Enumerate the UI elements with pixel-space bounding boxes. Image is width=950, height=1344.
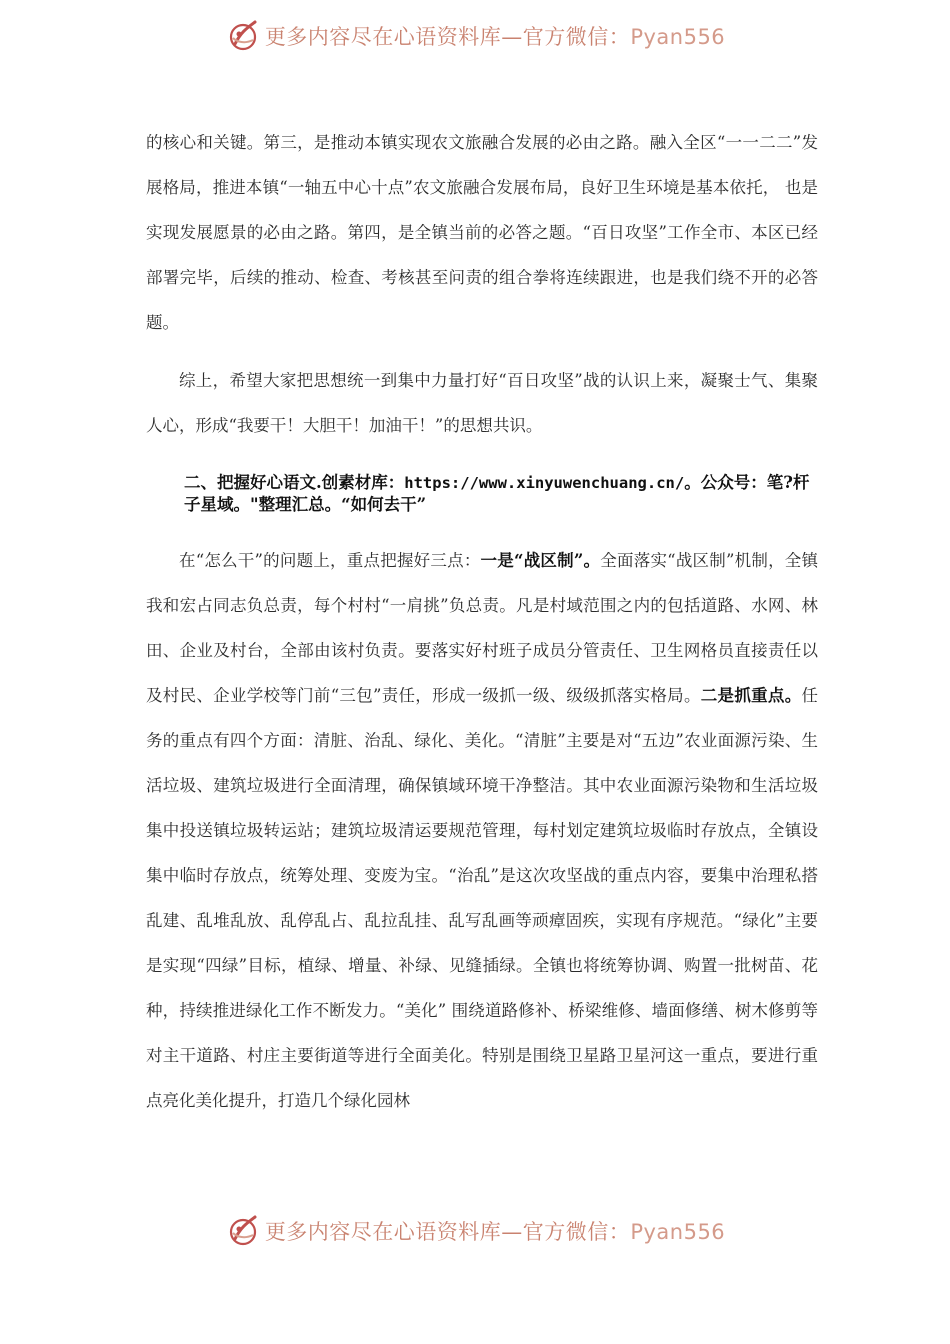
heading-text-a: 二、把握好心语文.创素材库：: [184, 473, 405, 492]
banner-text: 更多内容尽在心语资料库—官方微信：: [264, 1220, 631, 1244]
banner-handle: Pyan556: [630, 1220, 726, 1244]
p3-bold-1: 一是“战区制”。: [480, 551, 601, 570]
p3-text-c: 任务的重点有四个方面：清脏、治乱、绿化、美化。“清脏”主要是对“五边”农业面源污染、生活垃圾、建筑垃圾进行全面清理，确保镇域环境干净整洁。其中农业面源污染物和生活垃圾集中投送镇垃圾转运站；建筑垃圾清运要规范管理，每村划定建筑垃圾临时存放点，全镇设集中临时存放点，统筹处理、变废为宝。“治乱”是这次攻坚战的重点内容，要集中治理私搭乱建、乱堆乱放、乱停乱占、乱拉乱挂、乱写乱画等顽瘴固疾，实现有序规范。“绿化”主要是实现“四绿”目标，植绿、增量、补绿、见缝插绿。全镇也将统筹协调、购置一批树苗、花种，持续推进绿化工作不断发力。“美化” 围绕道路修补、桥梁维修、墙面修缮、树木修剪等对主干道路、村庄主要街道等进行全面美化。特别是围绕卫星路卫星河这一重点，要进行重点亮化美化提升，打造几个绿化园林: [146, 686, 819, 1110]
p3-text-b: 全面落实“战区制”机制，全镇我和宏占同志负总责，每个村村“一肩挑”负总责。凡是村域范围之内的包括道路、水网、林田、企业及村台，全部由该村负责。要落实好村班子成员分管责任、卫生网格员直接责任以及村民、企业学校等门前“三包”责任，形成一级抓一级、级级抓落实格局。: [146, 551, 819, 705]
p3-text-a: 在“怎么干”的问题上，重点把握好三点：: [179, 551, 481, 570]
banner-text: 更多内容尽在心语资料库—官方微信：: [264, 25, 631, 49]
heading-url: https://www.xinyuwenchuang.cn/: [404, 474, 685, 492]
pen-swirl-logo-icon: [225, 1213, 261, 1249]
section-heading: [146, 472, 818, 516]
header-banner: [0, 16, 950, 56]
banner-handle: Pyan556: [630, 25, 726, 49]
p3-bold-2: 二是抓重点。: [700, 686, 802, 705]
paragraph-1: 的核心和关键。第三，是推动本镇实现农文旅融合发展的必由之路。融入全区“一一二二”发展格局，推进本镇“一轴五中心十点”农文旅融合发展布局，良好卫生环境是基本依托， 也是实现发展愿景的必由之路。第四，是全镇当前的必答之题。“百日攻坚”工作全市、本区已经部署完毕，后续的推动、检查、考核甚至问责的组合拳将连续跟进，也是我们绕不开的必答题。: [146, 133, 818, 332]
paragraph-2: 综上，希望大家把思想统一到集中力量打好“百日攻坚”战的认识上来，凝聚士气、集聚人心，形成“我要干！大胆干！加油干！”的思想共识。: [146, 371, 818, 435]
pen-swirl-logo-icon: [225, 18, 261, 54]
heading-text-b: 。公众号：笔?杆子星域。"整理汇总。“如何去干”: [184, 473, 810, 514]
footer-banner: [0, 1211, 950, 1251]
paragraph-3: [146, 538, 818, 1123]
document-body: [146, 120, 818, 1123]
